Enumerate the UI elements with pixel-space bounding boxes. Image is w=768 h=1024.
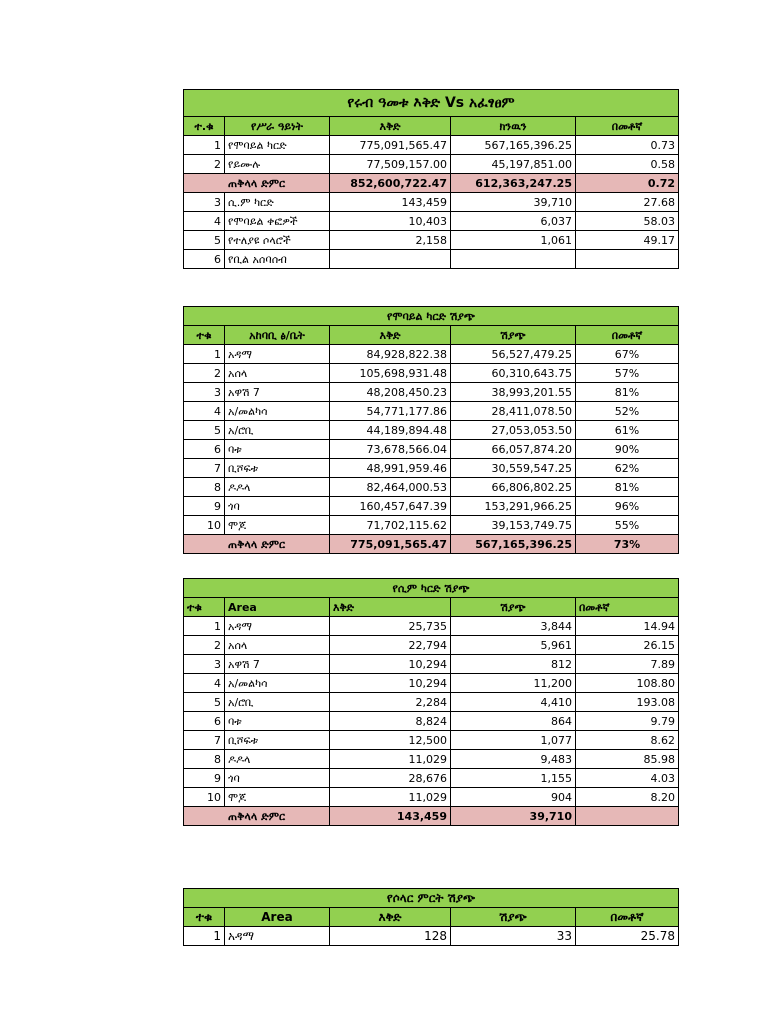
table-row [184, 421, 679, 440]
table-row [184, 516, 679, 535]
cell-plan: 2,284 [330, 693, 451, 712]
cell-index: 2 [184, 155, 225, 174]
cell-index: 2 [184, 364, 225, 383]
total-row [184, 535, 679, 554]
cell-label: ጎባ [225, 769, 330, 788]
cell-index: 3 [184, 383, 225, 402]
header-index: ተቁ [184, 908, 225, 927]
cell-percent: 55% [576, 516, 679, 535]
total-percent: 73% [576, 535, 679, 554]
header-sales: ሽያጭ [451, 326, 576, 345]
cell-index: 10 [184, 788, 225, 807]
table-row [184, 655, 679, 674]
cell-percent: 49.17 [576, 231, 679, 250]
cell-sales: 33 [451, 927, 576, 946]
header-plan: እቅድ [330, 326, 451, 345]
table-row [184, 383, 679, 402]
header-actual: ክንዉን [451, 117, 576, 136]
cell-sales: 812 [451, 655, 576, 674]
cell-label: አዳማ [225, 927, 330, 946]
cell-sales: 1,155 [451, 769, 576, 788]
table-row [184, 769, 679, 788]
cell-percent: 4.03 [576, 769, 679, 788]
cell-label: የሞባይል ቀፎዎች [225, 212, 330, 231]
cell-plan: 10,294 [330, 674, 451, 693]
cell-percent: 81% [576, 478, 679, 497]
cell-sales: 4,410 [451, 693, 576, 712]
solar-sales-table [183, 888, 679, 946]
total-row [184, 807, 679, 826]
cell-label: ሞጆ [225, 516, 330, 535]
cell-index: 4 [184, 674, 225, 693]
total-sales: 39,710 [451, 807, 576, 826]
total-label: ጠቅላላ ድምር [184, 535, 330, 554]
cell-plan: 48,208,450.23 [330, 383, 451, 402]
cell-plan: 2,158 [330, 231, 451, 250]
cell-plan: 22,794 [330, 636, 451, 655]
header-plan: እቅድ [330, 598, 451, 617]
cell-index: 5 [184, 693, 225, 712]
cell-index: 7 [184, 731, 225, 750]
cell-label: ባቱ [225, 712, 330, 731]
cell-sales: 66,057,874.20 [451, 440, 576, 459]
cell-label: አዋሽ 7 [225, 655, 330, 674]
cell-actual [451, 250, 576, 269]
total-plan: 143,459 [330, 807, 451, 826]
cell-sales: 3,844 [451, 617, 576, 636]
cell-percent: 7.89 [576, 655, 679, 674]
total-actual: 612,363,247.25 [451, 174, 576, 193]
cell-index: 8 [184, 478, 225, 497]
table-row [184, 136, 679, 155]
table-row [184, 193, 679, 212]
cell-plan: 84,928,822.38 [330, 345, 451, 364]
total-plan: 775,091,565.47 [330, 535, 451, 554]
cell-percent: 8.62 [576, 731, 679, 750]
header-row [184, 908, 679, 927]
header-percent: በመቶኛ [576, 326, 679, 345]
total-percent: 0.72 [576, 174, 679, 193]
cell-plan [330, 250, 451, 269]
cell-percent: 108.80 [576, 674, 679, 693]
cell-label: ዶዶላ [225, 750, 330, 769]
cell-sales: 30,559,547.25 [451, 459, 576, 478]
cell-percent: 57% [576, 364, 679, 383]
cell-plan: 25,735 [330, 617, 451, 636]
cell-sales: 38,993,201.55 [451, 383, 576, 402]
cell-index: 3 [184, 193, 225, 212]
cell-percent: 9.79 [576, 712, 679, 731]
cell-plan: 11,029 [330, 788, 451, 807]
cell-label: የይሙሉ [225, 155, 330, 174]
cell-index: 7 [184, 459, 225, 478]
cell-index: 1 [184, 617, 225, 636]
cell-sales: 864 [451, 712, 576, 731]
table-row [184, 364, 679, 383]
table-row [184, 927, 679, 946]
table-row [184, 440, 679, 459]
header-percent: በመቶኛ [576, 598, 679, 617]
table-row [184, 155, 679, 174]
header-plan: እቅድ [330, 908, 451, 927]
table-row [184, 788, 679, 807]
header-index: ተቁ [184, 598, 225, 617]
cell-percent: 8.20 [576, 788, 679, 807]
table-row [184, 731, 679, 750]
mobile-card-sales-table [183, 306, 679, 554]
cell-index: 6 [184, 440, 225, 459]
cell-percent: 52% [576, 402, 679, 421]
cell-percent: 90% [576, 440, 679, 459]
cell-index: 9 [184, 497, 225, 516]
cell-plan: 8,824 [330, 712, 451, 731]
cell-percent: 96% [576, 497, 679, 516]
table-title-row [184, 889, 679, 908]
cell-percent: 61% [576, 421, 679, 440]
cell-label: የቢል አሰባሰብ [225, 250, 330, 269]
cell-label: ሞጆ [225, 788, 330, 807]
cell-label: ቢሾፍቱ [225, 459, 330, 478]
cell-plan: 48,991,959.46 [330, 459, 451, 478]
cell-label: አዳማ [225, 345, 330, 364]
cell-sales: 904 [451, 788, 576, 807]
cell-plan: 10,403 [330, 212, 451, 231]
cell-label: ባቱ [225, 440, 330, 459]
cell-index: 4 [184, 402, 225, 421]
header-percent: በመቶኛ [576, 117, 679, 136]
table-row [184, 459, 679, 478]
cell-sales: 66,806,802.25 [451, 478, 576, 497]
table-row [184, 674, 679, 693]
cell-label: አ/ሮቢ [225, 421, 330, 440]
cell-label: ሲ.ም ካርድ [225, 193, 330, 212]
cell-plan: 73,678,566.04 [330, 440, 451, 459]
cell-plan: 128 [330, 927, 451, 946]
header-office: አከባቢ ፅ/ቤት [225, 326, 330, 345]
cell-label: አዳማ [225, 617, 330, 636]
cell-percent: 25.78 [576, 927, 679, 946]
total-label: ጠቅላላ ድምር [184, 174, 330, 193]
cell-percent: 193.08 [576, 693, 679, 712]
cell-actual: 567,165,396.25 [451, 136, 576, 155]
cell-label: የተለያዩ ሶላሮች [225, 231, 330, 250]
table-title-row [184, 307, 679, 326]
cell-plan: 143,459 [330, 193, 451, 212]
table-row [184, 402, 679, 421]
header-index: ተቁ [184, 326, 225, 345]
cell-percent: 81% [576, 383, 679, 402]
cell-sales: 5,961 [451, 636, 576, 655]
cell-percent: 27.68 [576, 193, 679, 212]
cell-percent: 62% [576, 459, 679, 478]
header-work-type: የሥራ ዓይነት [225, 117, 330, 136]
cell-index: 2 [184, 636, 225, 655]
total-percent [576, 807, 679, 826]
table-row [184, 497, 679, 516]
cell-plan: 71,702,115.62 [330, 516, 451, 535]
table-row [184, 750, 679, 769]
cell-plan: 105,698,931.48 [330, 364, 451, 383]
cell-percent [576, 250, 679, 269]
cell-percent: 85.98 [576, 750, 679, 769]
cell-index: 1 [184, 136, 225, 155]
cell-index: 5 [184, 231, 225, 250]
cell-label: አዋሽ 7 [225, 383, 330, 402]
cell-sales: 9,483 [451, 750, 576, 769]
sim-card-sales-table [183, 578, 679, 826]
cell-index: 1 [184, 927, 225, 946]
cell-percent: 0.58 [576, 155, 679, 174]
cell-sales: 60,310,643.75 [451, 364, 576, 383]
cell-index: 6 [184, 712, 225, 731]
header-percent: በመቶኛ [576, 908, 679, 927]
cell-label: አሰላ [225, 636, 330, 655]
cell-label: አ/መልካሳ [225, 674, 330, 693]
cell-actual: 1,061 [451, 231, 576, 250]
cell-index: 9 [184, 769, 225, 788]
table-title: የሞባይል ካርድ ሽያጭ [184, 307, 679, 326]
table-row [184, 250, 679, 269]
cell-label: የሞባይል ካርድ [225, 136, 330, 155]
cell-actual: 6,037 [451, 212, 576, 231]
table-row [184, 478, 679, 497]
cell-index: 4 [184, 212, 225, 231]
cell-sales: 153,291,966.25 [451, 497, 576, 516]
cell-sales: 39,153,749.75 [451, 516, 576, 535]
cell-index: 3 [184, 655, 225, 674]
cell-sales: 1,077 [451, 731, 576, 750]
cell-plan: 12,500 [330, 731, 451, 750]
cell-plan: 82,464,000.53 [330, 478, 451, 497]
cell-percent: 67% [576, 345, 679, 364]
cell-percent: 58.03 [576, 212, 679, 231]
table-title: የሩብ ዓመቱ እቅድ Vs አፈፃፀም [184, 90, 679, 117]
table-row [184, 712, 679, 731]
cell-index: 1 [184, 345, 225, 364]
header-index: ተ.ቁ [184, 117, 225, 136]
cell-label: ቢሾፍቱ [225, 731, 330, 750]
table-title: የሶላር ምርት ሽያጭ [184, 889, 679, 908]
cell-actual: 45,197,851.00 [451, 155, 576, 174]
cell-label: አ/ሮቢ [225, 693, 330, 712]
table-row [184, 636, 679, 655]
total-plan: 852,600,722.47 [330, 174, 451, 193]
table-title-row [184, 90, 679, 117]
cell-sales: 28,411,078.50 [451, 402, 576, 421]
cell-actual: 39,710 [451, 193, 576, 212]
cell-sales: 27,053,053.50 [451, 421, 576, 440]
header-plan: እቅድ [330, 117, 451, 136]
cell-index: 6 [184, 250, 225, 269]
total-row [184, 174, 679, 193]
cell-plan: 11,029 [330, 750, 451, 769]
cell-label: አሰላ [225, 364, 330, 383]
cell-plan: 775,091,565.47 [330, 136, 451, 155]
table-title-row [184, 579, 679, 598]
cell-sales: 56,527,479.25 [451, 345, 576, 364]
table-row [184, 693, 679, 712]
table-row [184, 617, 679, 636]
quarterly-summary-table [183, 89, 679, 269]
cell-label: ዶዶላ [225, 478, 330, 497]
cell-percent: 26.15 [576, 636, 679, 655]
cell-plan: 28,676 [330, 769, 451, 788]
header-area: Area [225, 908, 330, 927]
table-row [184, 212, 679, 231]
header-row [184, 326, 679, 345]
cell-percent: 0.73 [576, 136, 679, 155]
table-row [184, 231, 679, 250]
header-area: Area [225, 598, 330, 617]
cell-plan: 10,294 [330, 655, 451, 674]
cell-plan: 160,457,647.39 [330, 497, 451, 516]
cell-label: ጎባ [225, 497, 330, 516]
cell-plan: 44,189,894.48 [330, 421, 451, 440]
header-sales: ሽያጭ [451, 598, 576, 617]
table-row [184, 345, 679, 364]
cell-label: አ/መልካሳ [225, 402, 330, 421]
total-label: ጠቅላላ ድምር [184, 807, 330, 826]
cell-index: 10 [184, 516, 225, 535]
cell-index: 8 [184, 750, 225, 769]
header-row [184, 598, 679, 617]
cell-percent: 14.94 [576, 617, 679, 636]
cell-plan: 77,509,157.00 [330, 155, 451, 174]
total-sales: 567,165,396.25 [451, 535, 576, 554]
cell-sales: 11,200 [451, 674, 576, 693]
header-sales: ሽያጭ [451, 908, 576, 927]
cell-index: 5 [184, 421, 225, 440]
header-row [184, 117, 679, 136]
table-title: የሲም ካርድ ሽያጭ [184, 579, 679, 598]
cell-plan: 54,771,177.86 [330, 402, 451, 421]
